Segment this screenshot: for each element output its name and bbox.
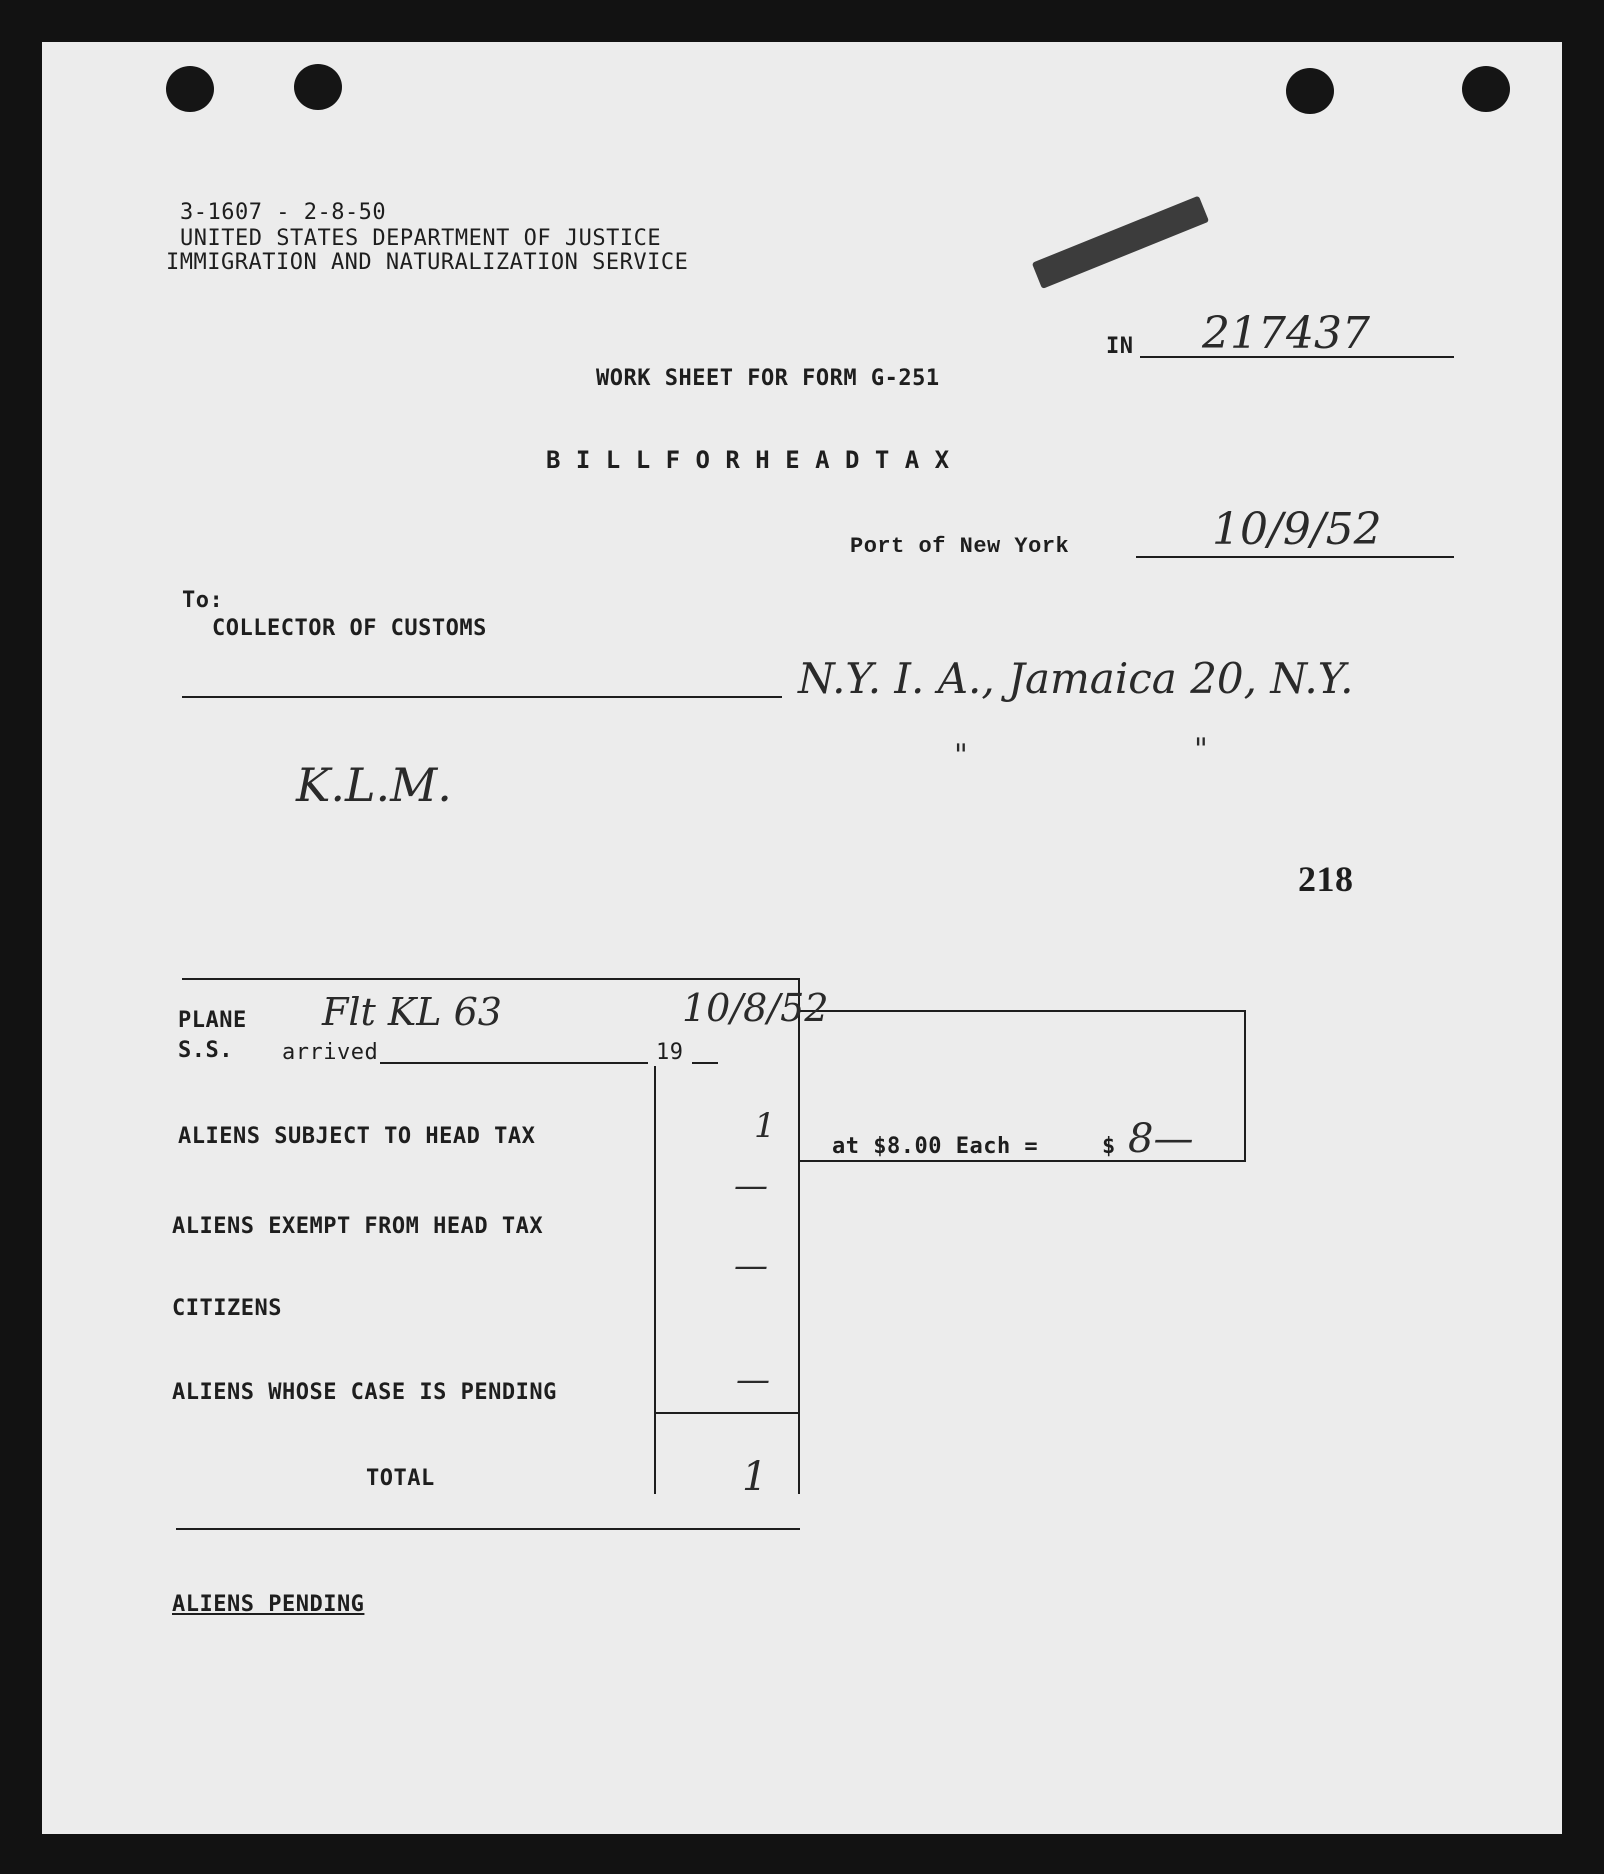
row-label-pending: ALIENS WHOSE CASE IS PENDING: [172, 1380, 557, 1405]
to-label: To:: [182, 588, 224, 613]
punch-hole: [1286, 68, 1334, 114]
ditto-mark: ": [1194, 732, 1208, 767]
count-column-left: [654, 1066, 656, 1494]
year-line: [692, 1062, 718, 1064]
row-value-pending: —: [736, 1360, 770, 1400]
total-separator: [654, 1412, 800, 1414]
row-value-subject: 1: [754, 1106, 776, 1146]
row-label-subject: ALIENS SUBJECT TO HEAD TAX: [178, 1124, 536, 1149]
row-value-citizens: —: [734, 1246, 768, 1286]
punch-hole: [294, 64, 342, 110]
ditto-mark: ": [954, 738, 968, 773]
in-number-value: 217437: [1202, 308, 1370, 359]
form-number: 3-1607 - 2-8-50: [180, 200, 387, 225]
flight-number: Flt KL 63: [322, 990, 502, 1034]
row-label-citizens: CITIZENS: [172, 1296, 282, 1321]
arrival-date: 10/8/52: [682, 986, 829, 1030]
tax-box-right: [1244, 1010, 1246, 1162]
row-label-exempt: ALIENS EXEMPT FROM HEAD TAX: [172, 1214, 544, 1239]
received-stamp: [1032, 196, 1209, 289]
collector-label: COLLECTOR OF CUSTOMS: [212, 616, 487, 641]
address-location: N.Y. I. A., Jamaica 20, N.Y.: [798, 654, 1354, 703]
table-right-line: [798, 978, 800, 1494]
port-date-line: [1136, 556, 1454, 558]
tax-rate-label: at $8.00 Each =: [832, 1134, 1039, 1159]
port-label: Port of New York: [850, 534, 1070, 559]
arrived-line: [380, 1062, 648, 1064]
row-value-exempt: —: [734, 1166, 768, 1206]
tax-box-top: [800, 1010, 1246, 1012]
table-top-line: [182, 978, 800, 980]
worksheet-title: WORK SHEET FOR FORM G-251: [596, 366, 940, 391]
department-name: UNITED STATES DEPARTMENT OF JUSTICE: [180, 226, 662, 251]
punch-hole: [166, 66, 214, 112]
carrier-name: K.L.M.: [296, 758, 452, 812]
document-sheet: [42, 42, 1562, 1834]
arrived-label: arrived: [282, 1040, 379, 1065]
ss-label: S.S.: [178, 1038, 233, 1063]
table-bottom-line: [176, 1528, 800, 1530]
service-name: IMMIGRATION AND NATURALIZATION SERVICE: [166, 250, 689, 275]
bill-title: B I L L F O R H E A D T A X: [546, 446, 950, 474]
tax-amount: 8—: [1128, 1116, 1194, 1162]
page-number: 218: [1298, 859, 1354, 899]
row-label-total: TOTAL: [366, 1466, 435, 1491]
aliens-pending-label: ALIENS PENDING: [172, 1592, 365, 1617]
port-date-value: 10/9/52: [1212, 504, 1382, 555]
tax-currency: $: [1102, 1134, 1116, 1159]
in-label: IN: [1106, 334, 1134, 359]
plane-label: PLANE: [178, 1008, 247, 1033]
year-prefix: 19: [656, 1040, 684, 1065]
punch-hole: [1462, 66, 1510, 112]
address-line: [182, 696, 782, 698]
row-value-total: 1: [742, 1454, 768, 1500]
